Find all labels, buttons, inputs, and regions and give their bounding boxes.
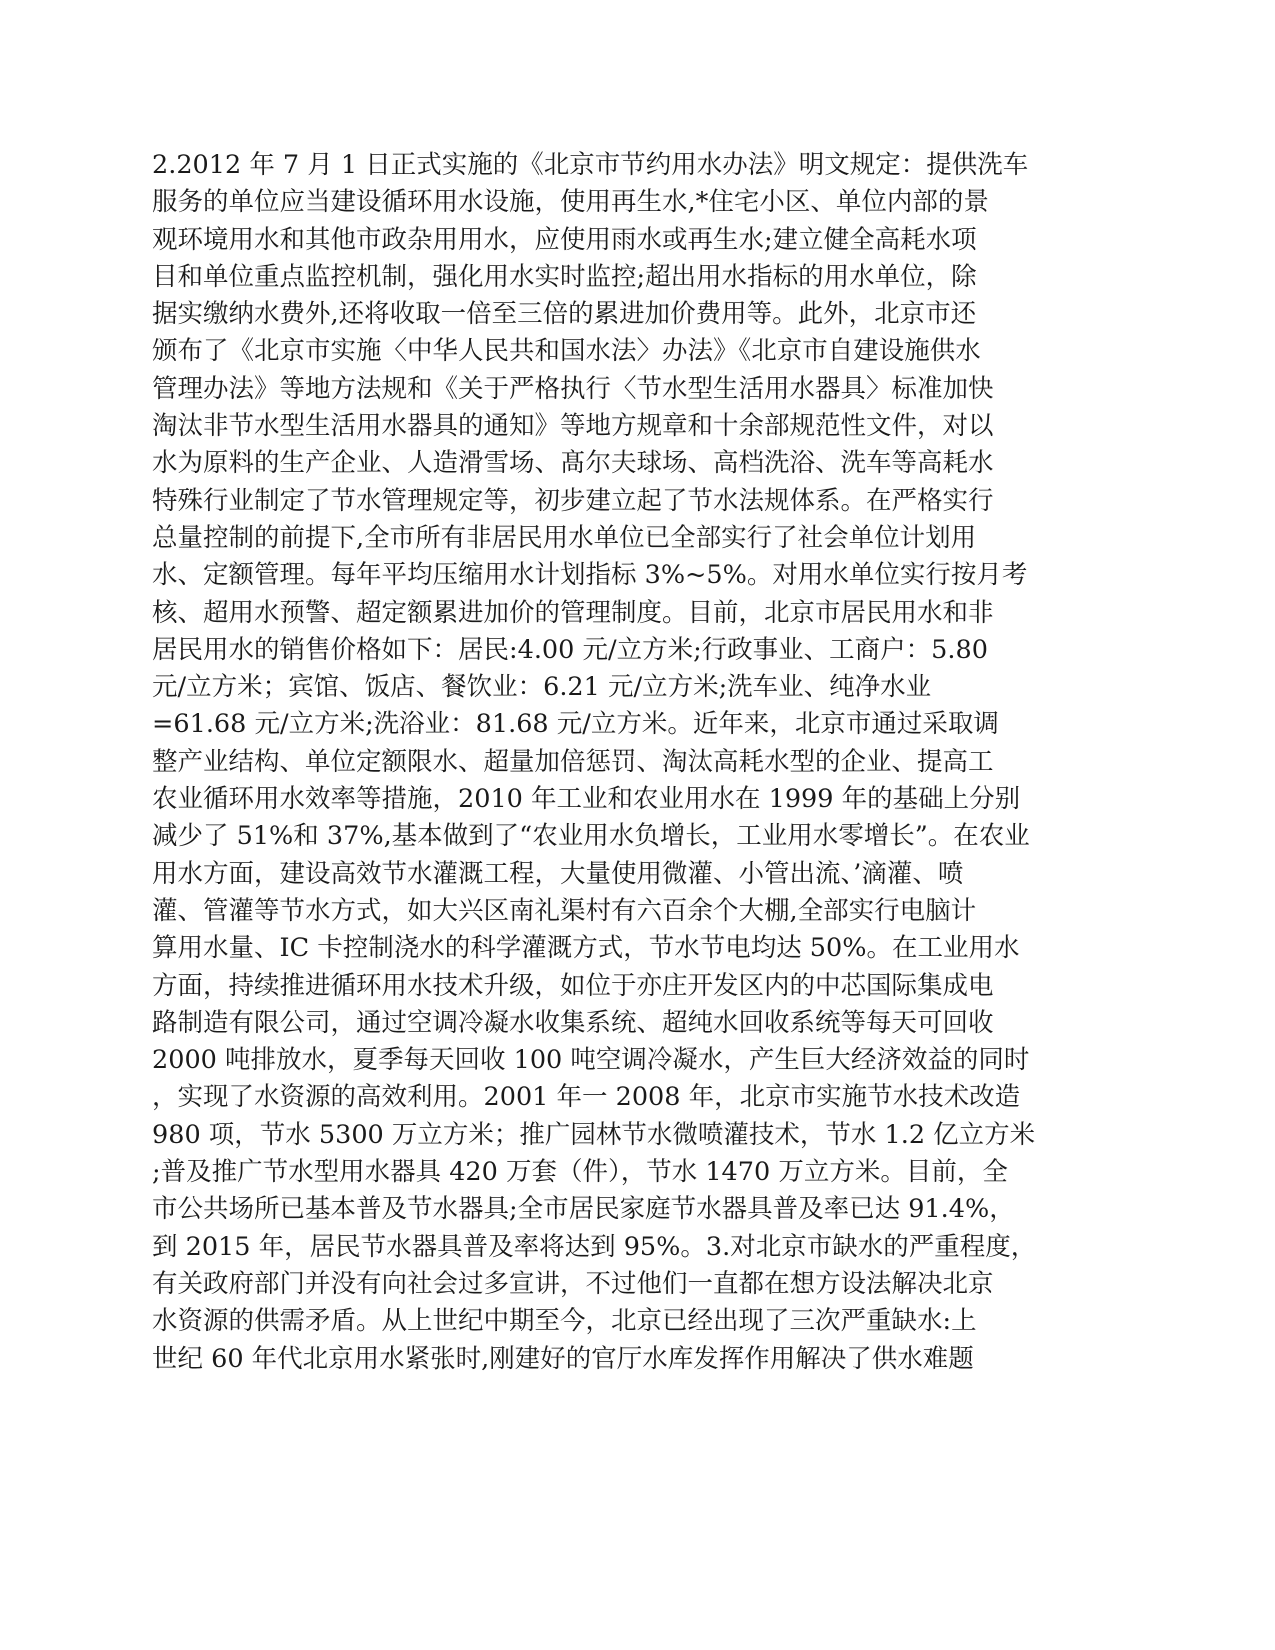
text-line: 居民用水的销售价格如下：居民:4.00 元/立方米;行政事业、工商户：5.80	[152, 634, 988, 665]
text-line: 市公共场所已基本普及节水器具;全市居民家庭节水器具普及率已达 91.4%，	[152, 1194, 1015, 1225]
text-line: 观环境用水和其他市政杂用用水，应使用雨水或再生水;建立健全高耗水项	[152, 224, 977, 255]
text-line: 农业循环用水效率等措施，2010 年工业和农业用水在 1999 年的基础上分别	[152, 784, 1021, 815]
text-line: 特殊行业制定了节水管理规定等，初步建立起了节水法规体系。在严格实行	[152, 485, 994, 516]
text-line: 980 项，节水 5300 万立方米；推广园林节水微喷灌技术，节水 1.2 亿立方米	[152, 1119, 1036, 1150]
text-line: 路制造有限公司，通过空调冷凝水收集系统、超纯水回收系统等每天可回收	[152, 1007, 994, 1038]
text-line: 世纪 60 年代北京用水紧张时,刚建好的官厅水库发挥作用解决了供水难题	[152, 1343, 974, 1374]
text-line: 用水方面，建设高效节水灌溉工程，大量使用微灌、小管出流、’滴灌、喷	[152, 858, 964, 889]
text-line: =61.68 元/立方米;洗浴业：81.68 元/立方米。近年来，北京市通过采取调	[152, 709, 999, 740]
text-line: 算用水量、IC 卡控制浇水的科学灌溉方式，节水节电均达 50%。在工业用水	[152, 933, 1020, 964]
text-line: 元/立方米；宾馆、饭店、餐饮业：6.21 元/立方米;洗车业、纯净水业	[152, 672, 932, 703]
text-line: 方面，持续推进循环用水技术升级，如位于亦庄开发区内的中芯国际集成电	[152, 970, 994, 1001]
text-line: 2000 吨排放水，夏季每天回收 100 吨空调冷凝水，产生巨大经济效益的同时	[152, 1045, 1030, 1076]
text-line: 管理办法》等地方法规和《关于严格执行〈节水型生活用水器具〉标准加快	[152, 373, 994, 404]
text-line: 到 2015 年，居民节水器具普及率将达到 95%。3.对北京市缺水的严重程度，	[152, 1231, 1037, 1262]
text-line: ，实现了水资源的高效利用。2001 年一 2008 年，北京市实施节水技术改造	[152, 1082, 1021, 1113]
text-line: 核、超用水预警、超定额累进加价的管理制度。目前，北京市居民用水和非	[152, 597, 994, 628]
text-line: 据实缴纳水费外,还将收取一倍至三倍的累进加价费用等。此外，北京市还	[152, 299, 977, 330]
text-line: ;普及推广节水型用水器具 420 万套（件），节水 1470 万立方米。目前，全	[152, 1157, 1008, 1188]
text-line: 颁布了《北京市实施〈中华人民共和国水法〉办法》《北京市自建设施供水	[152, 336, 981, 367]
text-line: 2.2012 年 7 月 1 日正式实施的《北京市节约用水办法》明文规定：提供洗车	[152, 150, 1029, 180]
text-line: 灌、管灌等节水方式，如大兴区南礼渠村有六百余个大棚,全部实行电脑计	[152, 895, 977, 926]
text-line: 总量控制的前提下,全市所有非居民用水单位已全部实行了社会单位计划用	[152, 522, 977, 553]
text-line: 目和单位重点监控机制，强化用水实时监控;超出用水指标的用水单位，除	[152, 261, 977, 292]
text-line: 服务的单位应当建设循环用水设施，使用再生水,*住宅小区、单位内部的景	[152, 187, 989, 218]
text-line: 减少了 51%和 37%,基本做到了“农业用水负增长，工业用水零增长”。在农业	[152, 821, 1030, 852]
text-line: 水、定额管理。每年平均压缩用水计划指标 3%~5%。对用水单位实行按月考	[152, 560, 1028, 591]
text-line: 整产业结构、单位定额限水、超量加倍惩罚、淘汰高耗水型的企业、提高工	[152, 746, 994, 777]
text-line: 有关政府部门并没有向社会过多宣讲，不过他们一直都在想方设法解决北京	[152, 1268, 994, 1299]
text-line: 水资源的供需矛盾。从上世纪中期至今，北京已经出现了三次严重缺水:上	[152, 1306, 977, 1337]
text-line: 水为原料的生产企业、人造滑雪场、髙尔夫球场、高档洗浴、洗车等高耗水	[152, 448, 994, 479]
body-text	[152, 147, 1112, 1378]
text-line: 淘汰非节水型生活用水器具的通知》等地方规章和十余部规范性文件，对以	[152, 411, 994, 442]
